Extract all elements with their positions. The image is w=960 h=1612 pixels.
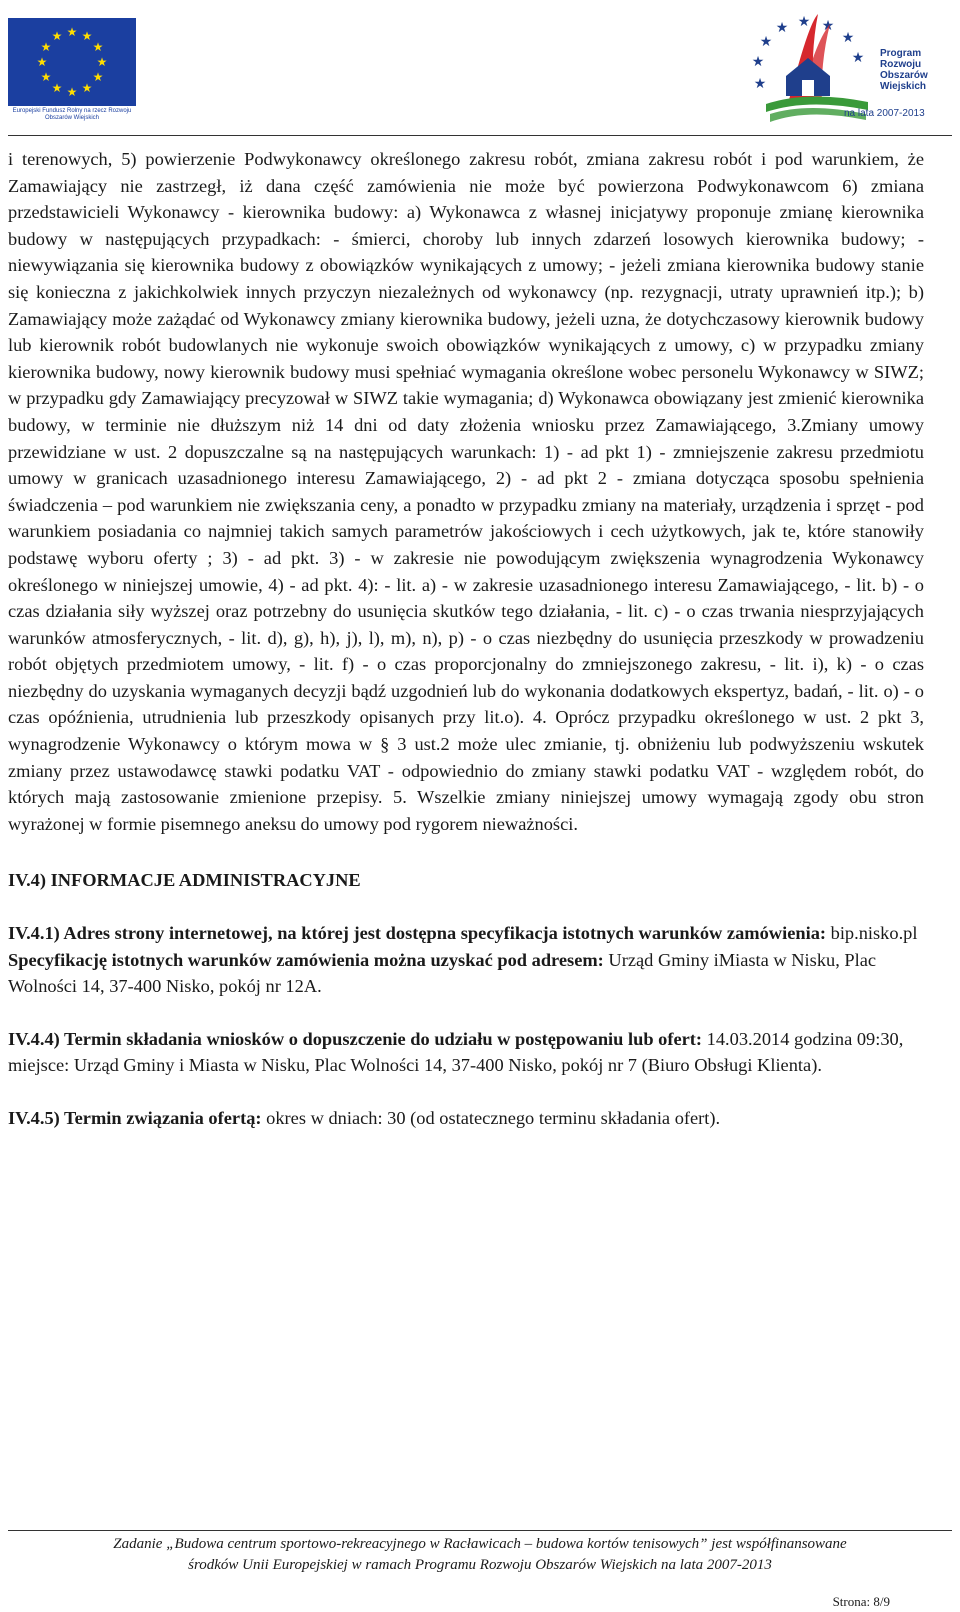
svg-text:★: ★ [66, 85, 78, 99]
svg-text:★: ★ [821, 18, 835, 34]
page-footer [8, 1534, 952, 1576]
section-value: bip.nisko.pl [830, 923, 918, 944]
svg-text:★: ★ [851, 50, 865, 66]
main-paragraph: i terenowych, 5) powierzenie Podwykonawcy określonego zakresu robót, zmiana zakresu robót i pod warunkiem, że Zamawiający nie zastrzegł, iż dana część zamówienia nie może być powierzona Podwykonawcom 6) zmiana przedstawicieli Wykonawcy - kierownika budowy: a) Wykonawca z własnej inicjatywy proponuje zmianę kierownika budowy w następujących przypadkach: - śmierci, choroby lub innych zdarzeń losowych kierownika budowy; - niewywiązania się kierownika budowy z obowiązków wynikających z umowy; - jeżeli zmiana kierownika budowy stanie się konieczna z jakichkolwiek innych przyczyn niezależnych od wykonawcy (np. rezygnacji, utraty uprawnień itp.); b) Zamawiający może zażądać od Wykonawcy zmiany kierownika budowy, jeżeli uzna, że dotychczasowy kierownik budowy lub kierownik robót budowlanych nie wykonuje swoich obowiązków wynikających z umowy, c) w przypadku zmiany kierownika budowy, nowy kierownik budowy musi spełniać wymagania określone wobec personelu Wykonawcy w SIWZ; w przypadku gdy Zamawiający precyzował w SIWZ takie wymagania; d) Wykonawca obowiązany jest zmienić kierownika budowy, w terminie nie dłuższym niż 14 dni od daty złożenia wniosku przez Zamawiającego, 3.Zmiany umowy przewidziane w ust. 2 dopuszczalne są na następujących warunkach: 1) - ad pkt 1) - zmniejszenie zakresu przedmiotu umowy w granicach uzasadnionego interesu Zamawiającego, 2) - ad pkt 2 - zmiana dotycząca sposobu spełnienia świadczenia – pod warunkiem nie zwiększania ceny, a ponadto w przypadku zmiany na materiały, urządzenia i sprzęt - pod warunkiem posiadania co najmniej takich samych parametrów jakościowych i cech użytkowych, jak te, które stanowiły podstawę wyboru oferty ; 3) - ad pkt. 3) - w zakresie nie powodującym zwiększenia wynagrodzenia Wykonawcy określonego w niniejszej umowie, 4) - ad pkt. 4): - lit. a) - w zakresie uzasadnionego interesu Zamawiającego, - lit. b) - o czas działania siły wyższej oraz potrzebny do usunięcia skutków tego działania, - lit. c) - o czas trwania niesprzyjających warunków atmosferycznych, - lit. d), g), h), j), l), m), n), p) - o czas niezbędny do usunięcia przeszkody w prowadzeniu robót objętych przedmiotem umowy, - lit. f) - o czas proporcjonalny do zmniejszonego zakresu, - lit. i), k) - o czas niezbędny do uzyskania wymaganych decyzji bądź uzgodnień lub do wykonania dodatkowych ekspertyz, badań, - lit. o) - o czas opóźnienia, utrudnienia lub przeszkody opisanych przy lit.o). 4. Oprócz przypadku określonego w ust. 2 pkt 3, wynagrodzenie Wykonawcy o którym mowa w § 3 ust.2 może ulec zmianie, tj. obniżeniu lub podwyższeniu wskutek zmiany przez ustawodawcę stawki podatku VAT - odpowiednio do zmiany stawki podatku VAT - względem robót, do których mają zastosowanie zmienione przepisy. 5. Wszelkie zmiany niniejszej umowy wymagają zgody obu stron wyrażonej w formie pisemnego aneksu do umowy pod rygorem nieważności. [8, 149, 924, 834]
svg-text:★: ★ [96, 55, 108, 69]
section-label: IV.4.1) Adres strony internetowej, na której jest dostępna specyfikacja istotnych warunków zamówienia: [8, 923, 827, 944]
svg-text:★: ★ [51, 81, 63, 95]
svg-text:★: ★ [92, 70, 104, 84]
svg-text:★: ★ [51, 29, 63, 43]
section-label: Specyfikację istotnych warunków zamówienia można uzyskać pod adresem: [8, 949, 604, 970]
svg-text:★: ★ [81, 29, 93, 43]
svg-text:★: ★ [40, 40, 52, 54]
svg-text:★: ★ [40, 70, 52, 84]
footer-line: środków Unii Europejskiej w ramach Programu Rozwoju Obszarów Wiejskich na lata 2007-2013 [188, 1557, 772, 1573]
header-divider [8, 135, 952, 136]
footer-line: Zadanie „Budowa centrum sportowo-rekreacyjnego w Racławicach – budowa kortów tenisowych” jest współfinansowane [113, 1536, 847, 1552]
prow-years: na lata 2007-2013 [844, 108, 925, 119]
svg-text:★: ★ [92, 40, 104, 54]
svg-text:★: ★ [753, 76, 767, 92]
eu-caption: Europejski Fundusz Rolny na rzecz Rozwoju Obszarów Wiejskich [12, 108, 132, 121]
prow-logo [748, 4, 948, 126]
section-iv-4-4 [8, 1026, 924, 1079]
section-label: IV.4.5) Termin związania ofertą: [8, 1108, 262, 1128]
footer-divider [8, 1530, 952, 1531]
page-header [0, 0, 960, 138]
svg-text:★: ★ [759, 34, 773, 50]
svg-text:★: ★ [66, 25, 78, 39]
prow-name: Program Rozwoju Obszarów Wiejskich [880, 48, 928, 92]
document-body [8, 146, 924, 1132]
svg-text:★: ★ [797, 14, 811, 30]
svg-text:★: ★ [36, 55, 48, 69]
svg-text:★: ★ [751, 54, 765, 70]
eu-logo [8, 18, 136, 126]
svg-text:★: ★ [841, 30, 855, 46]
section-iv-4-5 [8, 1105, 924, 1132]
section-value: okres w dniach: 30 (od ostatecznego terminu składania ofert). [266, 1108, 721, 1128]
section-label: IV.4.4) Termin składania wniosków o dopuszczenie do udziału w postępowaniu lub ofert: [8, 1028, 703, 1049]
eu-flag-icon [8, 18, 136, 106]
section-iv-4-1 [8, 920, 924, 1000]
svg-text:★: ★ [775, 20, 789, 36]
svg-text:★: ★ [81, 81, 93, 95]
section-value: 14.03.2014 godzina 09:30, miejsce: Urząd Gminy i Miasta w Nisku, Plac Wolności 14, 37-400 Nisko, pokój nr 7 (Biuro Obsługi Klienta). [8, 1028, 904, 1076]
page-number: Strona: 8/9 [832, 1594, 890, 1609]
section-heading: IV.4) INFORMACJE ADMINISTRACYJNE [8, 870, 361, 891]
section-value: Urząd Gminy iMiasta w Nisku, Plac Wolności 14, 37-400 Nisko, pokój nr 12A. [8, 949, 877, 997]
